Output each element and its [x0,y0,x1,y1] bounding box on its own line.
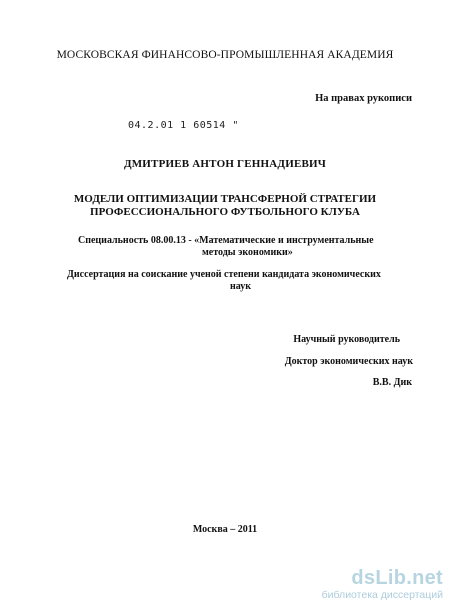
author-name: ДМИТРИЕВ АНТОН ГЕННАДИЕВИЧ [123,158,327,170]
supervisor-label: Научный руководитель [293,334,400,345]
degree-statement-line-2: наук [230,281,252,292]
thesis-title [0,193,450,219]
degree-statement [67,269,417,293]
city-year: Москва – 2011 [192,524,258,535]
dslib-logo: dsLib.net [351,567,443,589]
thesis-title-line-1: МОДЕЛИ ОПТИМИЗАЦИИ ТРАНСФЕРНОЙ СТРАТЕГИИ [73,193,377,205]
dslib-watermark [313,567,443,601]
supervisor-name: В.В. Дик [372,377,412,388]
academy-name: МОСКОВСКАЯ ФИНАНСОВО-ПРОМЫШЛЕННАЯ АКАДЕМИЯ [56,49,394,61]
thesis-title-line-2: ПРОФЕССИОНАЛЬНОГО ФУТБОЛЬНОГО КЛУБА [90,206,360,218]
specialty-block [78,235,408,259]
specialty-line-2: методы экономики» [202,247,293,258]
degree-statement-line-1: Диссертация на соискание ученой степени кандидата экономических [67,269,381,280]
specialty-line-1: Специальность 08.00.13 - «Математические и инструментальные [78,235,374,246]
supervisor-degree: Доктор экономических наук [284,356,413,367]
dslib-tagline: библиотека диссертаций [321,589,443,601]
rights-note: На правах рукописи [315,93,412,104]
registration-stamp: 04.2.01 1 60514 " [128,120,239,131]
